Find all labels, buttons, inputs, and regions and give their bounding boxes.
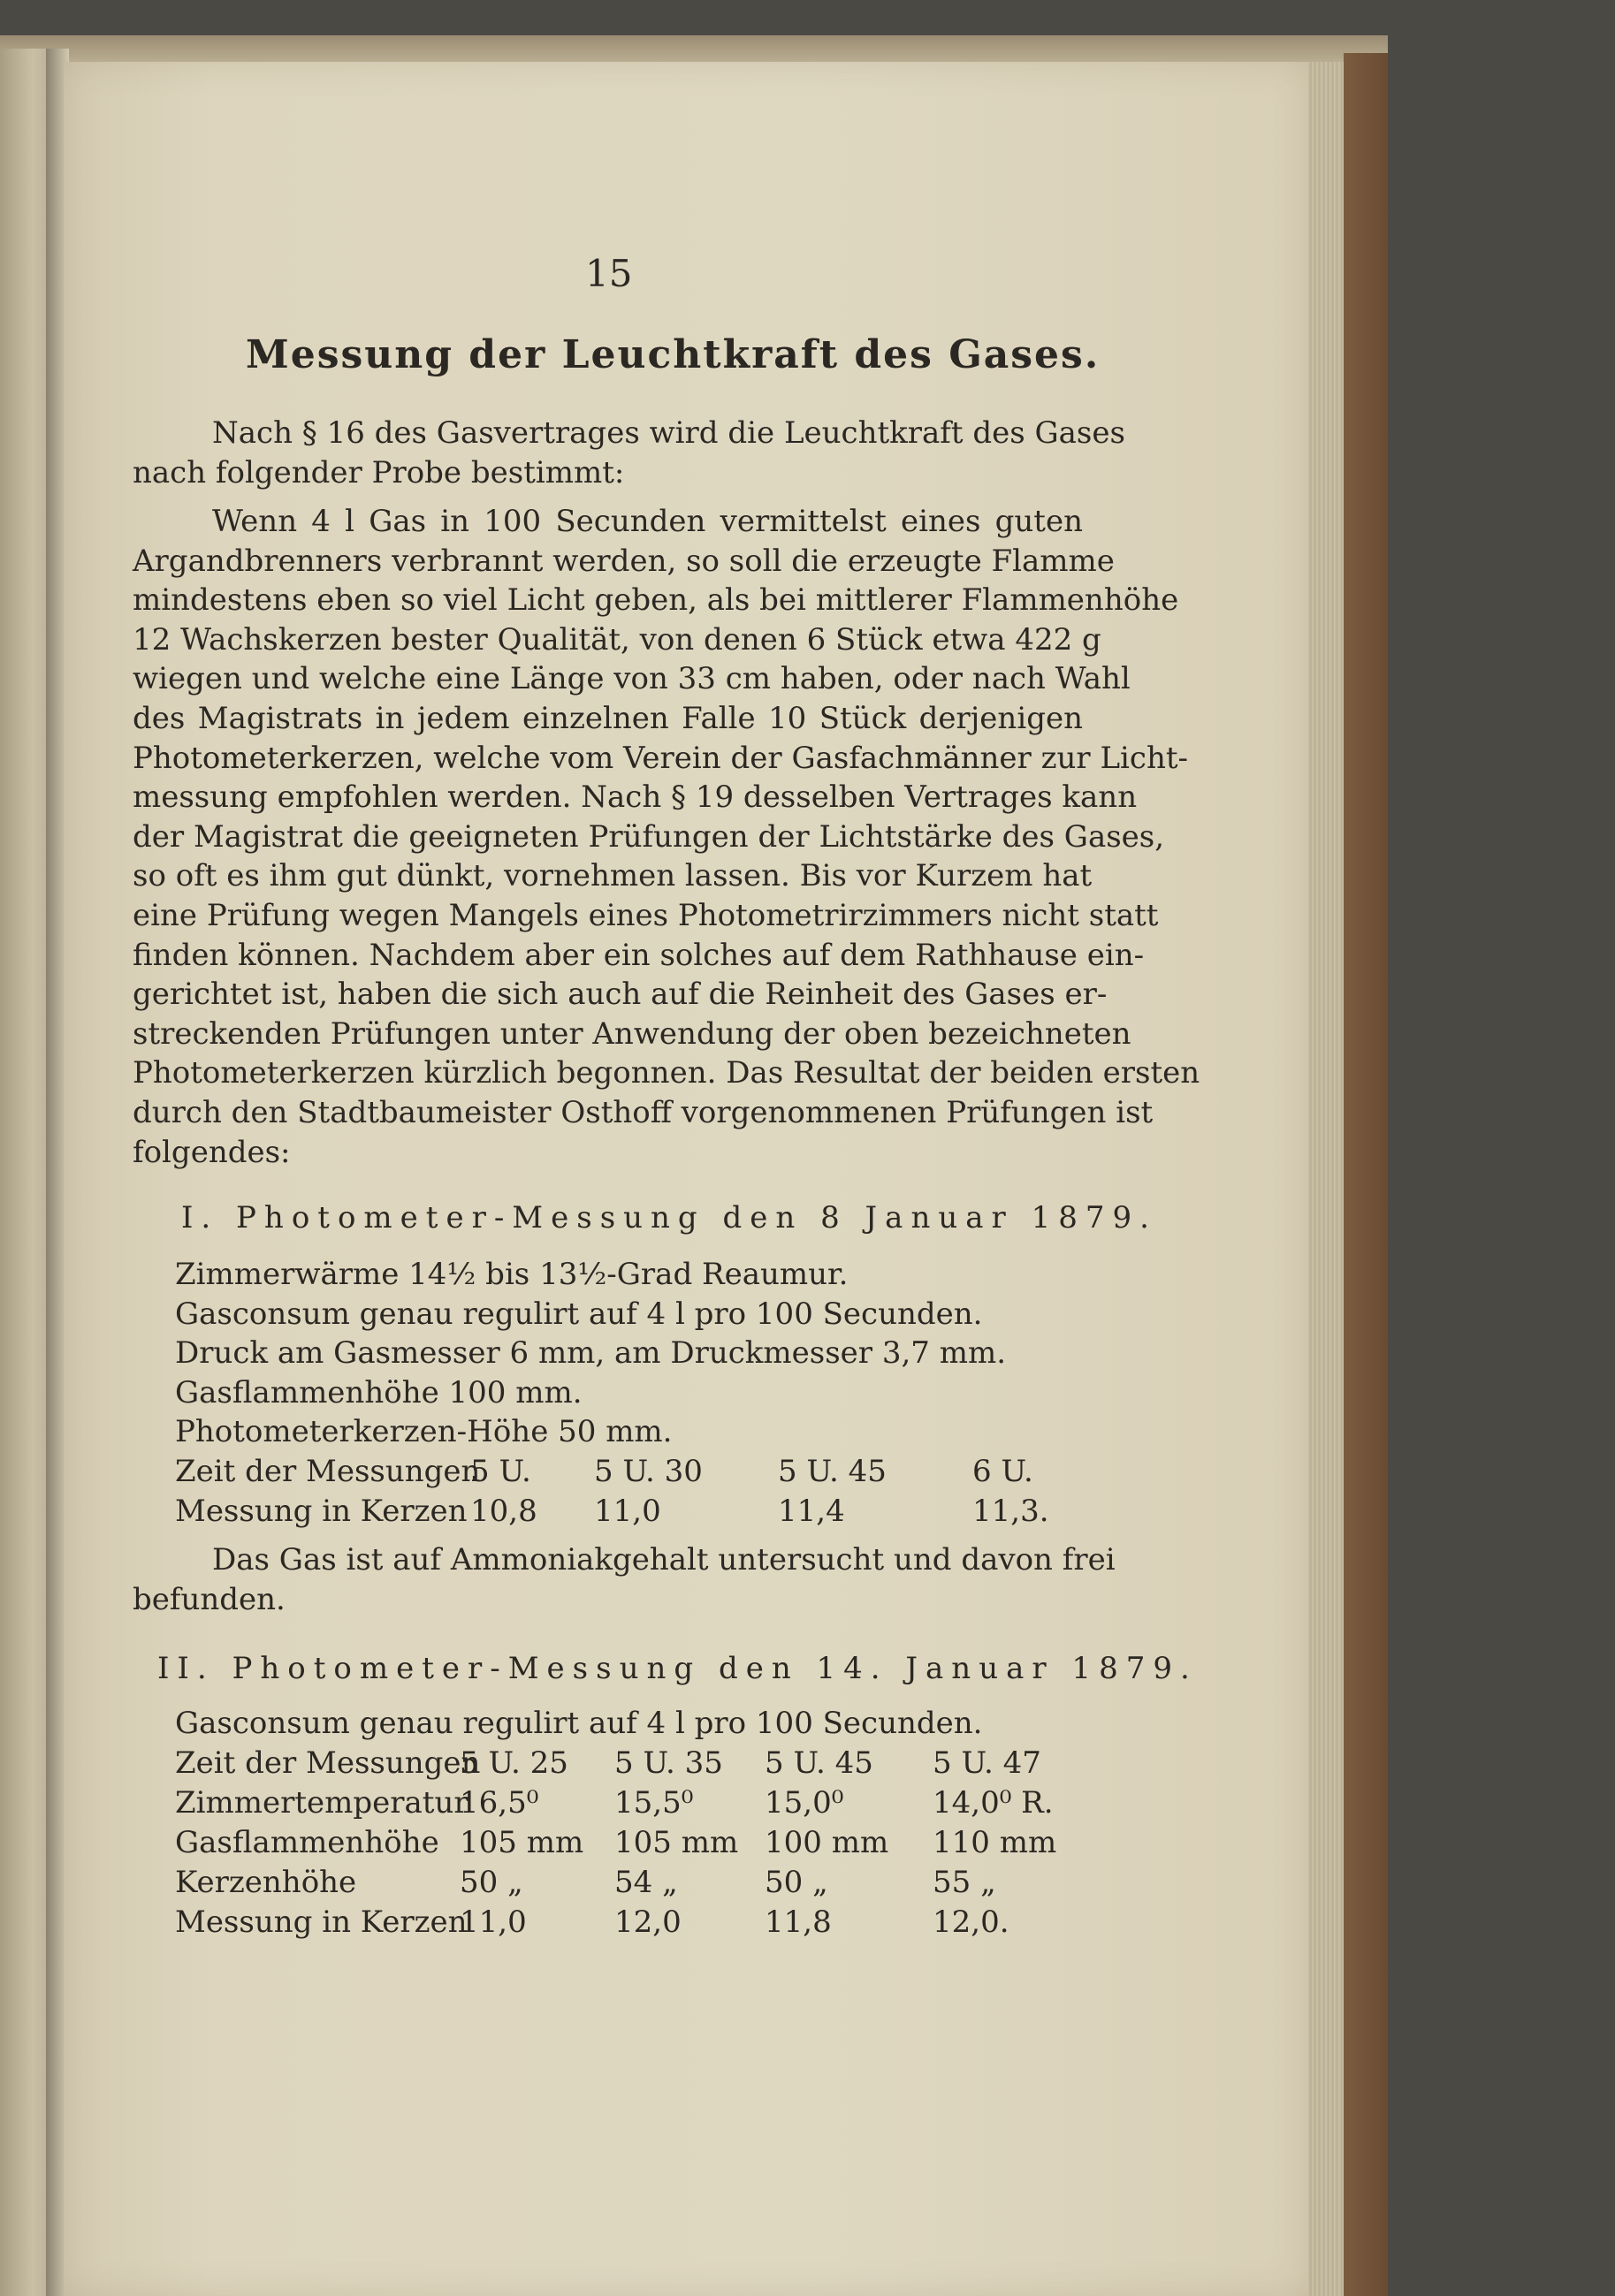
table-cell: 11,4: [778, 1494, 845, 1529]
paragraph-2-line: finden können. Nachdem aber ein solches auf dem Rathhause ein-: [133, 937, 1145, 973]
table-cell: 105 mm: [460, 1825, 584, 1860]
paragraph-2-line: Wenn 4 l Gas in 100 Secunden vermittelst eines guten: [212, 504, 1083, 539]
table-cell: Gasflammenhöhe: [175, 1825, 439, 1860]
table-cell: 15,0⁰: [765, 1785, 844, 1821]
paragraph-2-line: messung empfohlen werden. Nach § 19 desselben Vertrages kann: [133, 779, 1138, 816]
section-2-title: II. Photometer-Messung den 14. Januar 1879.: [157, 1651, 1198, 1686]
table-cell: 10,8: [470, 1494, 537, 1529]
table-cell: 50 „: [765, 1865, 828, 1900]
table-cell: Zeit der Messungen: [175, 1745, 481, 1781]
paragraph-2-line: der Magistrat die geeigneten Prüfungen der Lichtstärke des Gases,: [133, 818, 1165, 855]
table-cell: 11,0: [594, 1494, 661, 1529]
table-cell: 16,5⁰: [460, 1785, 539, 1821]
page-heading: Messung der Leuchtkraft des Gases.: [246, 332, 1101, 377]
table-cell: 50 „: [460, 1865, 523, 1900]
paragraph-2-line: gerichtet ist, haben die sich auch auf die Reinheit des Gases er-: [133, 977, 1108, 1013]
paragraph-2-line: 12 Wachskerzen bester Qualität, von denen 6 Stück etwa 422 g: [133, 621, 1101, 658]
section-1-line: Photometerkerzen-Höhe 50 mm.: [175, 1414, 673, 1450]
table-cell: 5 U.: [470, 1454, 531, 1489]
page-stack-edge: [1308, 62, 1344, 2296]
table-cell: 5 U. 30: [594, 1454, 703, 1489]
section-1-note-line: Das Gas ist auf Ammoniakgehalt untersucht und davon frei: [212, 1542, 1116, 1578]
paragraph-2-line: Photometerkerzen, welche vom Verein der Gasfachmänner zur Licht-: [133, 740, 1189, 776]
section-1-line: Gasconsum genau regulirt auf 4 l pro 100 Secunden.: [175, 1296, 983, 1332]
table-cell: Zimmertemperatur: [175, 1785, 469, 1821]
paragraph-2-line: so oft es ihm gut dünkt, vornehmen lassen. Bis vor Kurzem hat: [133, 858, 1093, 894]
table-cell: 15,5⁰: [614, 1785, 694, 1821]
table-cell: 54 „: [614, 1865, 678, 1900]
table-cell: Messung in Kerzen: [175, 1904, 468, 1940]
section-1-line: Druck am Gasmesser 6 mm, am Druckmesser 3,7 mm.: [175, 1335, 1007, 1372]
table-cell: 12,0.: [933, 1904, 1009, 1940]
table-cell: 11,3.: [972, 1494, 1049, 1529]
table-cell: 5 U. 35: [614, 1745, 723, 1781]
book-cover-edge: [1344, 53, 1388, 2296]
table-cell: Zeit der Messungen: [175, 1454, 481, 1489]
table-cell: 5 U. 25: [460, 1745, 568, 1781]
paragraph-1-line: nach folgender Probe bestimmt:: [133, 454, 625, 490]
section-1-line: Zimmerwärme 14½ bis 13½-Grad Reaumur.: [175, 1257, 849, 1292]
paragraph-2-line: eine Prüfung wegen Mangels eines Photometrirzimmers nicht statt: [133, 898, 1159, 933]
table-cell: 105 mm: [614, 1825, 739, 1860]
paragraph-2-line: Photometerkerzen kürzlich begonnen. Das Resultat der beiden ersten: [133, 1055, 1200, 1091]
section-2-line: Gasconsum genau regulirt auf 4 l pro 100 Secunden.: [175, 1706, 983, 1741]
paragraph-2-line: des Magistrats in jedem einzelnen Falle 10 Stück derjenigen: [133, 701, 1083, 736]
book-page: [64, 62, 1308, 2296]
page-number: 15: [585, 252, 633, 295]
table-cell: 6 U.: [972, 1454, 1033, 1489]
paragraph-2-line: mindestens eben so viel Licht geben, als bei mittlerer Flammenhöhe: [133, 582, 1179, 619]
table-cell: 11,0: [460, 1904, 527, 1940]
section-1-title: I. Photometer-Messung den 8 Januar 1879.: [181, 1200, 1157, 1235]
section-1-note-line: befunden.: [133, 1581, 286, 1617]
paragraph-2-line: Argandbrenners verbrannt werden, so soll die erzeugte Flamme: [133, 543, 1115, 579]
table-cell: Messung in Kerzen: [175, 1494, 468, 1529]
section-1-line: Gasflammenhöhe 100 mm.: [175, 1374, 583, 1410]
paragraph-2-line: streckenden Prüfungen unter Anwendung der oben bezeichneten: [133, 1015, 1131, 1052]
book-cover-top: [0, 35, 1388, 62]
table-cell: 12,0: [614, 1904, 682, 1940]
paragraph-2-line: wiegen und welche eine Länge von 33 cm haben, oder nach Wahl: [133, 661, 1131, 697]
table-cell: 5 U. 45: [778, 1454, 887, 1489]
paragraph-2-line: durch den Stadtbaumeister Osthoff vorgenommenen Prüfungen ist: [133, 1095, 1154, 1130]
table-cell: 14,0⁰ R.: [933, 1785, 1054, 1821]
table-cell: 11,8: [765, 1904, 832, 1940]
table-cell: 100 mm: [765, 1825, 889, 1860]
table-cell: 5 U. 45: [765, 1745, 873, 1781]
table-cell: 55 „: [933, 1865, 996, 1900]
paragraph-1-line: Nach § 16 des Gasvertrages wird die Leuchtkraft des Gases: [212, 415, 1125, 451]
table-cell: Kerzenhöhe: [175, 1865, 357, 1900]
table-cell: 5 U. 47: [933, 1745, 1041, 1781]
paragraph-2-line: folgendes:: [133, 1134, 291, 1170]
table-cell: 110 mm: [933, 1825, 1057, 1860]
